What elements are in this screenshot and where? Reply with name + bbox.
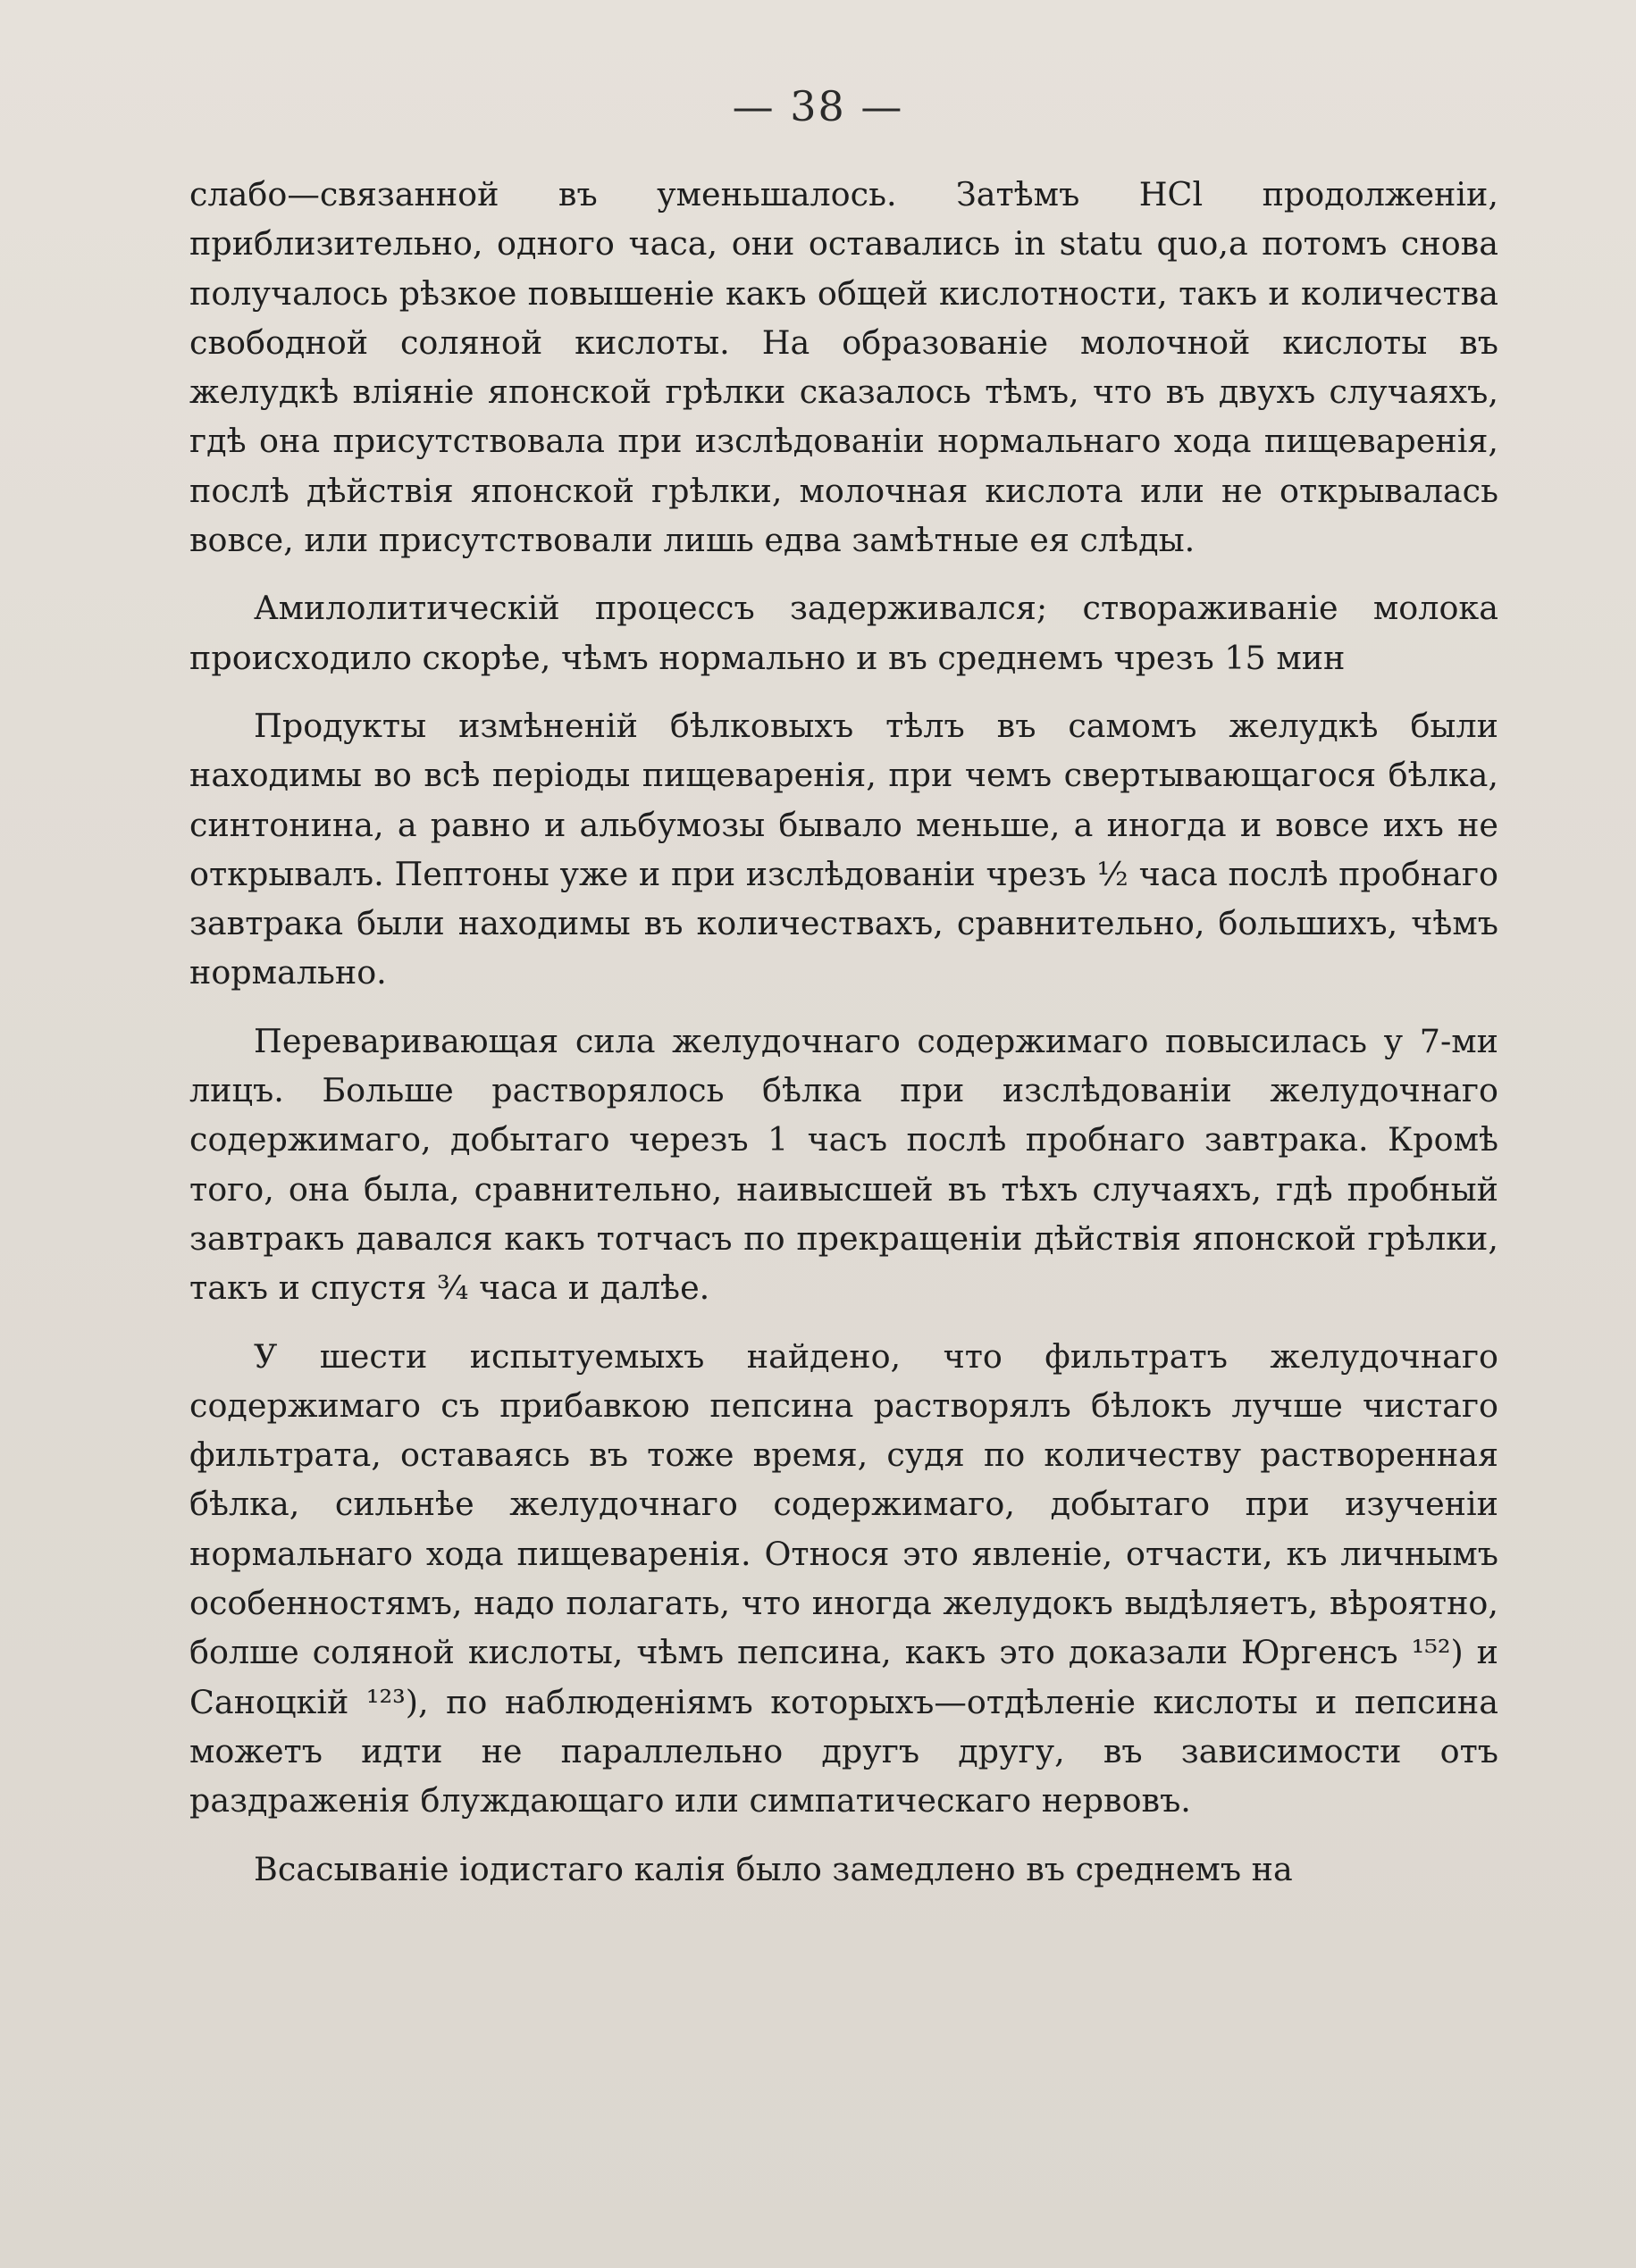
- paragraph-3: Продукты измѣненiй бѣлковыхъ тѣлъ въ самомъ желудкѣ были находимы во всѣ перiоды пищеваренiя, при чемъ свертывающагося бѣлка, синтонина, а равно и альбумозы бывало меньше, а иногда и вовсе ихъ не открывалъ. Пептоны уже и при изслѣдованiи чрезъ ½ часа послѣ пробнаго завтрака были находимы въ количествахъ, сравнительно, большихъ, чѣмъ нормально.: [189, 706, 1498, 992]
- paragraph-2: Амилолитическiй процессъ задерживался; створаживанiе молока происходило скорѣе, чѣмъ нормально и въ среднемъ чрезъ 15 мин: [189, 589, 1498, 677]
- paragraph-4: Переваривающая сила желудочнаго содержимаго повысилась у 7-ми лицъ. Больше растворялось бѣлка при изслѣдованiи желудочнаго содержимаго, добытаго черезъ 1 часъ послѣ пробнаго завтрака. Кромѣ того, она была, сравнительно, наивысшей въ тѣхъ случаяхъ, гдѣ пробный завтракъ давался какъ тотчасъ по прекращенiи дѣйствiя японской грѣлки, такъ и спустя ¾ часа и далѣе.: [189, 1021, 1498, 1308]
- body-text: [189, 170, 1498, 1894]
- paragraph-1: слабо—связанной въ уменьшалось. Затѣмъ HCl продолженiи, приблизительно, одного часа, они оставались in statu quo,а потомъ снова получалось рѣзкое повышенiе какъ общей кислотности, такъ и количества свободной соляной кислоты. На образованiе молочной кислоты въ желудкѣ влiянiе японской грѣлки сказалось тѣмъ, что въ двухъ случаяхъ, гдѣ она присутствовала при изслѣдованiи нормальнаго хода пищеваренiя, послѣ дѣйствiя японской грѣлки, молочная кислота или не открывалась вовсе, или присутствовали лишь едва замѣтные ея слѣды.: [189, 175, 1498, 560]
- paragraph-5: У шести испытуемыхъ найдено, что фильтратъ желудочнаго содержимаго съ прибавкою пепсина растворялъ бѣлокъ лучше чистаго фильтрата, оставаясь въ тоже время, судя по количеству растворенная бѣлка, сильнѣе желудочнаго содержимаго, добытаго при изученiи нормальнаго хода пищеваренiя. Относя это явленiе, отчасти, къ личнымъ особенностямъ, надо полагать, что иногда желудокъ выдѣляетъ, вѣроятно, болше соляной кислоты, чѣмъ пепсина, какъ это доказали Юргенсъ ¹⁵²) и Саноцкiй ¹²³), по наблюденiямъ которыхъ—отдѣленiе кислоты и пепсина можетъ идти не параллельно другъ другу, въ зависимости отъ раздраженiя блуждающаго или симпатическаго нервовъ.: [189, 1336, 1498, 1820]
- page-number: — 38 —: [732, 82, 904, 130]
- paragraph-6: Всасыванiе iодистаго калiя было замедлено въ среднемъ на: [254, 1849, 1293, 1888]
